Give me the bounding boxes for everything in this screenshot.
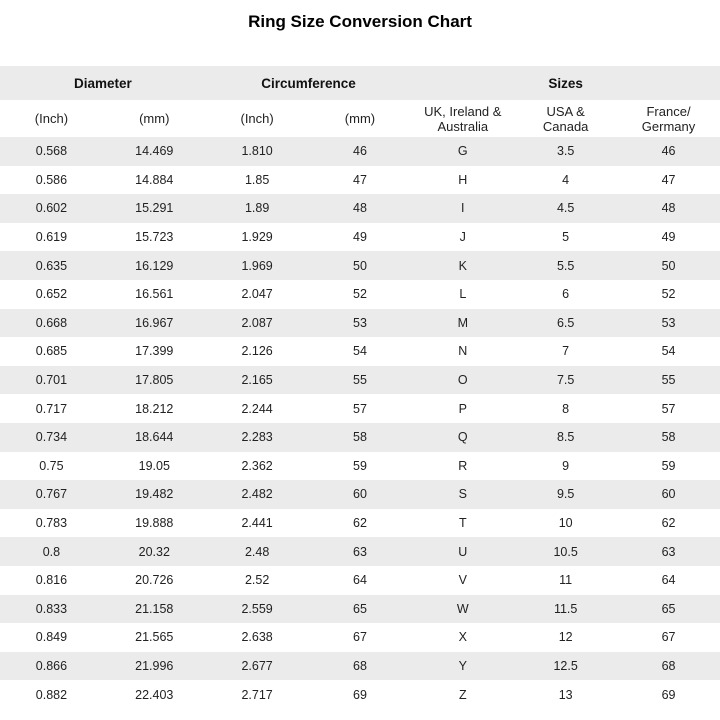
table-cell: 1.969 (241, 258, 273, 273)
table-cell: 53 (661, 315, 676, 330)
table-cell: X (458, 630, 467, 645)
table-cell: 1.85 (244, 172, 270, 187)
table-row (0, 537, 720, 566)
table-cell: 7 (562, 344, 570, 359)
table-cell: 52 (353, 287, 367, 302)
table-cell: 19.482 (135, 487, 174, 502)
table-cell: 57 (661, 401, 676, 416)
table-row (0, 566, 720, 595)
table-cell: 50 (353, 258, 367, 273)
table-header (0, 66, 720, 137)
table-cell: 5 (562, 230, 570, 245)
table-cell: 2.244 (241, 401, 273, 416)
table-cell: 0.668 (35, 315, 68, 330)
table-cell: 0.8 (42, 544, 61, 559)
table-cell: 9.5 (556, 487, 575, 502)
table-cell: 53 (353, 315, 367, 330)
table-cell: 15.723 (135, 230, 174, 245)
table-cell: 47 (353, 172, 367, 187)
table-cell: 2.165 (241, 373, 273, 388)
table-cell: 63 (661, 544, 676, 559)
table-cell: 49 (353, 230, 367, 245)
table-cell: O (457, 373, 468, 388)
table-row (0, 137, 720, 166)
table-cell: 2.126 (241, 344, 273, 359)
table-cell: 65 (661, 601, 676, 616)
table-cell: Q (457, 430, 468, 445)
table-cell: U (458, 544, 468, 559)
table-cell: 2.52 (244, 573, 270, 588)
table-body (0, 137, 720, 709)
table-cell: 7.5 (556, 373, 575, 388)
table-cell: 2.48 (244, 544, 270, 559)
table-cell: 10.5 (553, 544, 578, 559)
table-row (0, 166, 720, 195)
table-cell: 0.734 (35, 430, 68, 445)
table-cell: V (458, 573, 467, 588)
table-cell: 52 (661, 287, 676, 302)
table-cell: 2.362 (241, 458, 273, 473)
table-row (0, 194, 720, 223)
table-cell: 2.087 (241, 315, 273, 330)
table-cell: 46 (353, 144, 367, 159)
table-cell: 16.129 (135, 258, 174, 273)
table-cell: 21.996 (135, 658, 174, 673)
table-cell: K (458, 258, 467, 273)
table-cell: 60 (353, 487, 367, 502)
ring-size-conversion-page (0, 12, 720, 709)
table-cell: P (458, 401, 467, 416)
table-row (0, 595, 720, 624)
table-cell: 10 (558, 516, 573, 531)
table-cell: 50 (661, 258, 676, 273)
table-cell: 57 (353, 401, 367, 416)
table-cell: 1.89 (244, 201, 270, 216)
table-cell: 2.559 (241, 601, 273, 616)
table-cell: 0.602 (35, 201, 68, 216)
group-header-sizes: Sizes (411, 66, 720, 100)
column-header-row (0, 100, 720, 137)
table-cell: 0.816 (35, 573, 68, 588)
table-row (0, 223, 720, 252)
table-cell: R (458, 458, 468, 473)
table-row (0, 652, 720, 681)
table-cell: 2.482 (241, 487, 273, 502)
table-cell: 3.5 (556, 144, 575, 159)
column-header-uk-ireland-australia: UK, Ireland & Australia (411, 100, 514, 137)
table-row (0, 623, 720, 652)
table-row (0, 452, 720, 481)
table-cell: 0.833 (35, 601, 68, 616)
table-cell: 17.399 (135, 344, 174, 359)
table-cell: 0.586 (35, 172, 68, 187)
table-cell: 11 (559, 573, 573, 588)
table-cell: N (458, 344, 468, 359)
table-cell: 62 (353, 516, 367, 531)
table-cell: 47 (661, 172, 676, 187)
table-cell: 2.717 (241, 687, 273, 702)
table-row (0, 251, 720, 280)
table-cell: 20.726 (135, 573, 174, 588)
table-cell: 58 (353, 430, 367, 445)
table-cell: 14.884 (135, 172, 174, 187)
table-cell: 5.5 (556, 258, 575, 273)
table-cell: 12.5 (553, 658, 578, 673)
table-cell: 17.805 (135, 373, 174, 388)
table-cell: 0.783 (35, 516, 68, 531)
table-cell: G (457, 144, 468, 159)
table-row (0, 394, 720, 423)
table-cell: 9 (562, 458, 570, 473)
table-cell: M (457, 315, 468, 330)
table-cell: 8.5 (556, 430, 575, 445)
page-title: Ring Size Conversion Chart (248, 12, 472, 31)
table-cell: 64 (353, 573, 367, 588)
table-cell: 0.767 (35, 487, 68, 502)
table-cell: 0.849 (35, 630, 68, 645)
table-cell: 0.701 (35, 373, 68, 388)
table-cell: W (456, 601, 469, 616)
table-row (0, 509, 720, 538)
group-header-row (0, 66, 720, 100)
table-cell: 6.5 (556, 315, 575, 330)
table-cell: 59 (353, 458, 367, 473)
table-cell: 69 (661, 687, 676, 702)
table-cell: 60 (661, 487, 676, 502)
table-cell: 2.047 (241, 287, 273, 302)
table-cell: 68 (353, 658, 367, 673)
column-header-diameter-inch: (Inch) (0, 100, 103, 137)
table-cell: 2.283 (241, 430, 273, 445)
table-cell: 69 (353, 687, 367, 702)
table-cell: S (458, 487, 467, 502)
table-cell: 4.5 (556, 201, 575, 216)
table-cell: 2.638 (241, 630, 273, 645)
table-row (0, 280, 720, 309)
table-row (0, 366, 720, 395)
table-cell: 0.619 (35, 230, 68, 245)
group-header-circumference: Circumference (206, 66, 412, 100)
group-header-diameter: Diameter (0, 66, 206, 100)
table-cell: 21.565 (135, 630, 174, 645)
table-cell: J (459, 230, 466, 245)
table-cell: 0.75 (39, 458, 64, 473)
table-cell: 54 (353, 344, 367, 359)
table-cell: 18.644 (135, 430, 174, 445)
column-header-france-germany: France/ Germany (617, 100, 720, 137)
table-cell: 1.810 (241, 144, 273, 159)
table-cell: 46 (661, 144, 676, 159)
table-cell: 49 (661, 230, 676, 245)
table-cell: 0.685 (35, 344, 68, 359)
table-cell: 0.635 (35, 258, 68, 273)
table-cell: Z (458, 687, 467, 702)
column-header-circumference-mm: (mm) (309, 100, 412, 137)
table-cell: 13 (558, 687, 573, 702)
table-cell: 2.441 (241, 516, 273, 531)
table-cell: 59 (661, 458, 676, 473)
table-cell: 12 (558, 630, 573, 645)
table-cell: 22.403 (135, 687, 174, 702)
table-cell: Y (458, 658, 467, 673)
table-cell: 16.967 (135, 315, 174, 330)
table-cell: 16.561 (135, 287, 174, 302)
table-cell: L (459, 287, 467, 302)
table-cell: 20.32 (138, 544, 170, 559)
table-cell: 21.158 (135, 601, 174, 616)
table-row (0, 337, 720, 366)
table-cell: 6 (562, 287, 570, 302)
table-cell: 58 (661, 430, 676, 445)
column-header-diameter-mm: (mm) (103, 100, 206, 137)
table-row (0, 423, 720, 452)
table-cell: 14.469 (135, 144, 174, 159)
column-header-circumference-inch: (Inch) (206, 100, 309, 137)
table-cell: I (461, 201, 465, 216)
table-cell: 19.05 (138, 458, 170, 473)
table-cell: 48 (353, 201, 367, 216)
table-cell: 67 (353, 630, 367, 645)
table-cell: 0.866 (35, 658, 68, 673)
table-cell: 64 (661, 573, 676, 588)
table-row (0, 480, 720, 509)
table-cell: 67 (661, 630, 676, 645)
table-cell: T (458, 516, 467, 531)
table-row (0, 309, 720, 338)
table-cell: 0.568 (35, 144, 68, 159)
table-cell: 0.717 (35, 401, 68, 416)
column-header-usa-canada: USA & Canada (514, 100, 617, 137)
table-cell: 19.888 (135, 516, 174, 531)
table-cell: 2.677 (241, 658, 273, 673)
ring-size-table (0, 66, 720, 709)
table-cell: 54 (661, 344, 676, 359)
table-cell: 55 (353, 373, 367, 388)
table-cell: 63 (353, 544, 367, 559)
table-cell: 0.882 (35, 687, 68, 702)
table-cell: 11.5 (553, 601, 578, 616)
table-cell: 8 (562, 401, 570, 416)
table-cell: 48 (661, 201, 676, 216)
table-cell: 68 (661, 658, 676, 673)
table-cell: 0.652 (35, 287, 68, 302)
table-cell: 62 (661, 516, 676, 531)
table-cell: 65 (353, 601, 367, 616)
table-cell: 1.929 (241, 230, 273, 245)
table-cell: 4 (562, 172, 570, 187)
table-cell: H (458, 172, 468, 187)
table-cell: 18.212 (135, 401, 174, 416)
table-cell: 15.291 (135, 201, 174, 216)
table-row (0, 680, 720, 709)
table-cell: 55 (661, 373, 676, 388)
